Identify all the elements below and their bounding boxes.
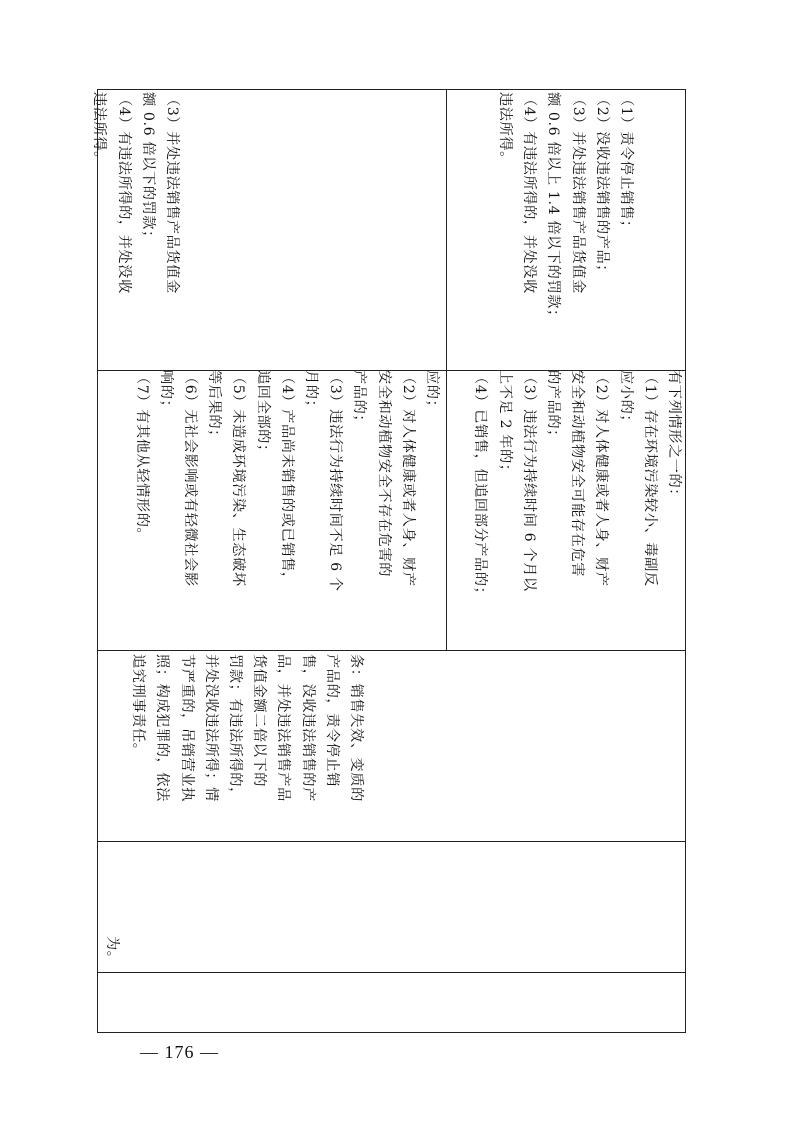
cell-line: 追究刑事责任。 <box>130 654 147 758</box>
row-divider <box>446 90 447 650</box>
cell-line: 罚款；有违法所得的， <box>227 654 244 802</box>
cell-line: 条：销售失效、变质的 <box>348 654 364 802</box>
cell-column-3-upper <box>130 370 444 592</box>
page-number: — 176 — <box>140 1042 219 1062</box>
cell-line: 产品的； <box>351 370 368 430</box>
cell-line: 等后果的； <box>206 370 223 444</box>
cell-line: 品，并处违法销售产品 <box>275 654 292 802</box>
cell-line: （6）无社会影响或有轻微社会影 <box>182 370 199 587</box>
cell-line: 应的； <box>424 370 440 415</box>
cell-line: （2）对人体健康或者人身、财产 <box>593 370 610 587</box>
cell-line: 售，没收违法销售的产 <box>299 654 316 802</box>
cell-line: 货值金额二倍以下的 <box>251 654 268 788</box>
cell-line: （4）产品尚未销售的或已销售， <box>278 370 295 587</box>
cell-line: 安全和动植物安全不存在危害的 <box>375 370 392 578</box>
cell-column-2 <box>126 654 368 802</box>
cell-line: （3）并处违法销售产品货值金 <box>164 92 180 294</box>
cell-line: （4）已销售，但追回部分产品的； <box>472 370 489 602</box>
cell-line: 并处没收违法所得；情 <box>202 654 219 802</box>
cell-column-4-upper <box>87 92 184 294</box>
cell-line: 的产品的； <box>545 370 562 444</box>
column-divider-2 <box>98 841 685 842</box>
cell-line: （1）存在环境污染较小、毒副反 <box>641 370 658 587</box>
cell-line: 为。 <box>104 936 120 966</box>
column-divider-1 <box>98 972 685 973</box>
cell-line: 节严重的，吊销营业执 <box>178 654 195 802</box>
cell-line: （4）有违法所得的，并处没收 <box>521 92 538 294</box>
cell-line: （5）未造成环境污染、生态破坏 <box>230 370 247 587</box>
cell-line: 违法所得。 <box>497 92 514 166</box>
cell-line: 额 0.6 倍以下的罚款； <box>139 92 156 245</box>
cell-line: 照；构成犯罪的，依法 <box>154 654 171 802</box>
cell-line: （3）违法行为持续时间 6 个月以 <box>520 370 537 592</box>
cell-line: （3）并处违法销售产品货值金 <box>569 92 586 294</box>
cell-line: （1）责令停止销售； <box>618 92 634 235</box>
cell-line: 产品的，责令停止销 <box>323 654 340 788</box>
cell-column-3-lower <box>468 370 686 601</box>
cell-line: 响的； <box>157 370 174 415</box>
cell-line: 上不足 2 年的； <box>496 370 513 479</box>
cell-line: （7）有其他从轻情形的。 <box>133 370 150 543</box>
cell-line: （2）对人体健康或者人身、财产 <box>399 370 416 587</box>
cell-line: 有下列情形之一的： <box>666 370 682 504</box>
cell-line: 额 0.6 倍以上 1.4 倍以下的罚款； <box>545 92 562 324</box>
cell-line: （4）有违法所得的，并处没收 <box>115 92 132 294</box>
cell-line: 安全和动植物安全可能存在危害 <box>569 370 586 578</box>
cell-line: （2）没收违法销售的产品； <box>593 92 610 280</box>
column-divider-3 <box>98 650 685 651</box>
cell-line: 违法所得。 <box>91 92 108 166</box>
cell-column-4-lower <box>493 92 638 324</box>
cell-line: 月的； <box>303 370 320 415</box>
cell-line: 应小的； <box>617 370 634 430</box>
cell-line: （3）违法行为持续时间不足 6 个 <box>327 370 344 592</box>
cell-column-1 <box>100 936 124 966</box>
cell-line: 追回全部的； <box>254 370 271 459</box>
